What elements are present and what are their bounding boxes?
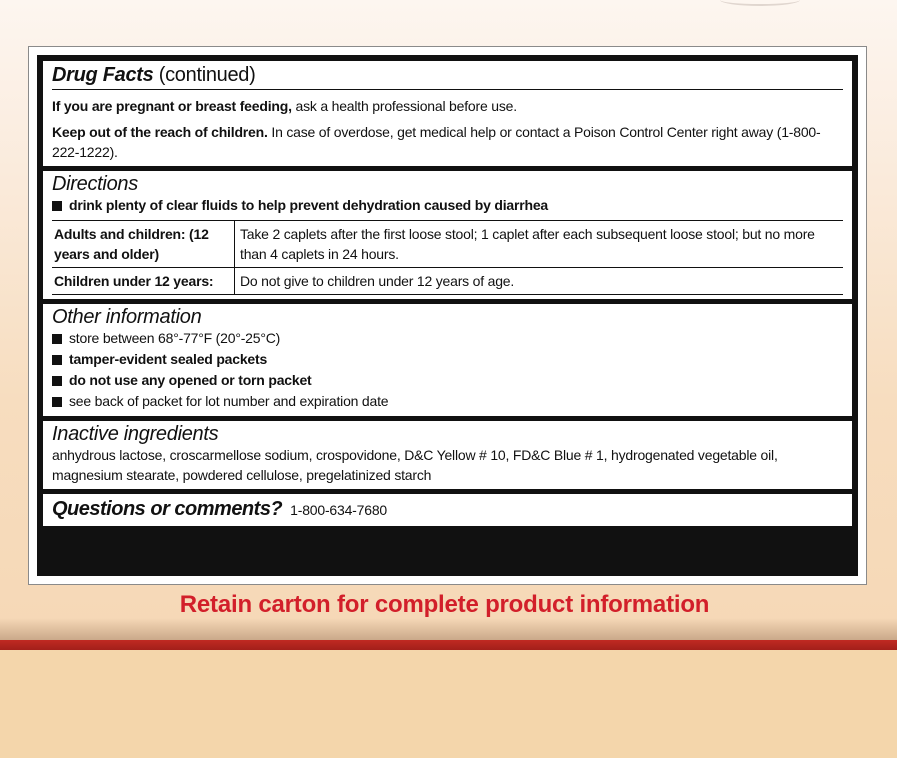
questions-section: [43, 494, 852, 526]
pregnancy-warning: If you are pregnant or breast feeding, ask a health professional before use.: [52, 98, 517, 114]
children-warning: Keep out of the reach of children. In case of overdose, get medical help or contact a Poison Control Center right away (1-800-222-1222).: [52, 124, 821, 160]
drug-facts-title: Drug Facts (continued): [52, 64, 256, 86]
list-item: store between 68°-77°F (20°-25°C): [52, 328, 843, 349]
red-band: [0, 640, 897, 650]
band-shadow: [0, 618, 897, 640]
bullet-square-icon: [52, 376, 62, 386]
table-row: [52, 268, 843, 295]
warnings-section: [43, 61, 852, 166]
directions-bullet: drink plenty of clear fluids to help prevent dehydration caused by diarrhea: [52, 195, 843, 216]
dosage-table: [52, 220, 843, 295]
dosage-text: Take 2 caplets after the first loose stool; 1 caplet after each subsequent loose stool; but no more than 4 caplets in 24 hours.: [235, 221, 844, 268]
drug-facts-panel: [28, 46, 867, 585]
table-row: [52, 221, 843, 268]
directions-title: Directions: [52, 173, 138, 195]
bullet-square-icon: [52, 355, 62, 365]
questions-title: Questions or comments?: [52, 498, 283, 520]
inactive-ingredients-section: [43, 421, 852, 489]
questions-row: [52, 496, 843, 522]
title-suffix: (continued): [158, 64, 256, 86]
title-rule: [52, 89, 843, 90]
bullet-square-icon: [52, 334, 62, 344]
top-decoration: [720, 0, 800, 6]
drug-facts-frame: [37, 55, 858, 576]
bullet-square-icon: [52, 201, 62, 211]
inactive-ingredients-title: Inactive ingredients: [52, 423, 219, 445]
other-info-title: Other information: [52, 306, 202, 328]
dosage-label: Adults and children: (12 years and older): [52, 221, 235, 268]
bullet-square-icon: [52, 397, 62, 407]
inactive-ingredients-text: anhydrous lactose, croscarmellose sodium, crospovidone, D&C Yellow # 10, FD&C Blue # 1, hydrogenated vegetable oil, magnesium stearate, powdered cellulose, pregelatinized starch: [52, 447, 778, 483]
questions-phone: 1-800-634-7680: [290, 502, 387, 518]
directions-section: [43, 171, 852, 299]
bottom-area: [0, 650, 897, 758]
dosage-text: Do not give to children under 12 years of age.: [235, 268, 844, 295]
list-item: tamper-evident sealed packets: [52, 349, 843, 370]
list-item: do not use any opened or torn packet: [52, 370, 843, 391]
list-item: see back of packet for lot number and expiration date: [52, 391, 843, 412]
other-info-section: [43, 304, 852, 416]
dosage-label: Children under 12 years:: [52, 268, 235, 295]
retain-carton-notice: Retain carton for complete product information: [179, 591, 710, 618]
